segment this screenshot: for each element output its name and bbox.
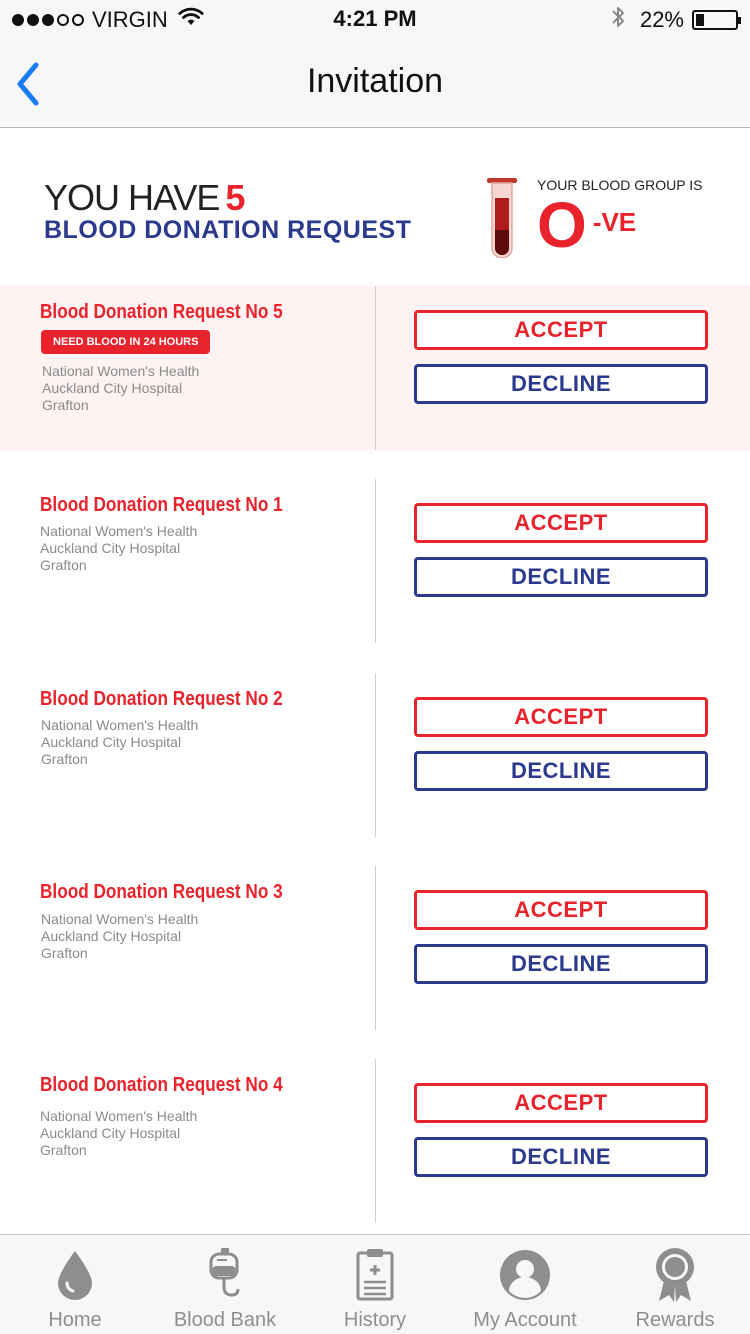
accept-button[interactable]: ACCEPT [414, 503, 708, 543]
blood-group [537, 189, 637, 261]
rosette-icon [647, 1247, 703, 1303]
request-row [0, 866, 750, 1030]
request-address-line: Grafton [42, 397, 89, 413]
request-address-line: Grafton [40, 1142, 87, 1158]
request-address-line: National Women's Health [41, 717, 199, 733]
clipboard-icon [347, 1247, 403, 1303]
blood-group-letter: O [537, 189, 587, 261]
request-address-line: Auckland City Hospital [40, 1125, 181, 1141]
battery-fill [696, 14, 704, 26]
tab-my-account[interactable] [450, 1235, 600, 1334]
request-address-line: Auckland City Hospital [41, 928, 182, 944]
accept-button[interactable]: ACCEPT [414, 697, 708, 737]
decline-button[interactable]: DECLINE [414, 364, 708, 404]
bluetooth-icon [610, 4, 626, 36]
accept-button[interactable]: ACCEPT [414, 1083, 708, 1123]
status-right [610, 6, 738, 34]
test-tube-icon [486, 178, 518, 258]
request-title: Blood Donation Request No 3 [40, 881, 283, 903]
request-address-line: National Women's Health [40, 523, 198, 539]
carrier-name: VIRGIN [92, 7, 168, 32]
blood-drop-icon [47, 1247, 103, 1303]
request-row [0, 1059, 750, 1223]
tab-blood-bank[interactable] [150, 1235, 300, 1334]
request-address-line: Grafton [41, 751, 88, 767]
blood-group-rh: -VE [592, 207, 637, 237]
tab-label: Blood Bank [173, 1309, 277, 1331]
request-count-subtitle: BLOOD DONATION REQUEST [44, 216, 412, 244]
tab-label: History [343, 1309, 407, 1331]
request-address-line: Auckland City Hospital [42, 380, 183, 396]
battery-percent: 22% [639, 7, 684, 32]
request-row [0, 479, 750, 643]
request-address-line: Auckland City Hospital [40, 540, 181, 556]
nav-bar [0, 40, 750, 128]
request-address-line: National Women's Health [40, 1108, 198, 1124]
decline-button[interactable]: DECLINE [414, 557, 708, 597]
request-address-line: Grafton [41, 945, 88, 961]
request-title: Blood Donation Request No 1 [40, 494, 283, 516]
request-address-line: National Women's Health [41, 911, 199, 927]
request-address-line: National Women's Health [42, 363, 200, 379]
tab-rewards[interactable] [600, 1235, 750, 1334]
request-title: Blood Donation Request No 4 [40, 1074, 283, 1096]
request-count: 5 [225, 177, 245, 218]
tab-home[interactable] [0, 1235, 150, 1334]
row-divider [375, 1059, 376, 1223]
status-bar [0, 0, 750, 40]
request-address-line: Auckland City Hospital [41, 734, 182, 750]
request-title: Blood Donation Request No 5 [40, 301, 283, 323]
request-count-prefix: YOU HAVE [44, 177, 220, 218]
decline-button[interactable]: DECLINE [414, 1137, 708, 1177]
tab-label: Home [48, 1309, 102, 1331]
blood-group-label: YOUR BLOOD GROUP IS [537, 177, 703, 193]
request-row [0, 286, 750, 450]
accept-button[interactable]: ACCEPT [414, 310, 708, 350]
decline-button[interactable]: DECLINE [414, 944, 708, 984]
user-icon [497, 1247, 553, 1303]
urgent-badge: NEED BLOOD IN 24 HOURS [41, 330, 210, 354]
blood-bag-icon [197, 1247, 253, 1303]
status-time: 4:21 PM [333, 6, 417, 31]
request-row [0, 673, 750, 837]
request-title: Blood Donation Request No 2 [40, 688, 283, 710]
battery-icon [692, 10, 738, 30]
request-address-line: Grafton [40, 557, 87, 573]
row-divider [375, 479, 376, 643]
row-divider [375, 673, 376, 837]
request-count-line [44, 177, 244, 219]
row-divider [375, 286, 376, 450]
accept-button[interactable]: ACCEPT [414, 890, 708, 930]
decline-button[interactable]: DECLINE [414, 751, 708, 791]
request-summary [0, 129, 750, 286]
row-divider [375, 866, 376, 1030]
tab-label: My Account [473, 1309, 577, 1331]
page-title: Invitation [306, 62, 444, 100]
tab-label: Rewards [635, 1309, 715, 1331]
tab-history[interactable] [300, 1235, 450, 1334]
tab-bar [0, 1234, 750, 1334]
